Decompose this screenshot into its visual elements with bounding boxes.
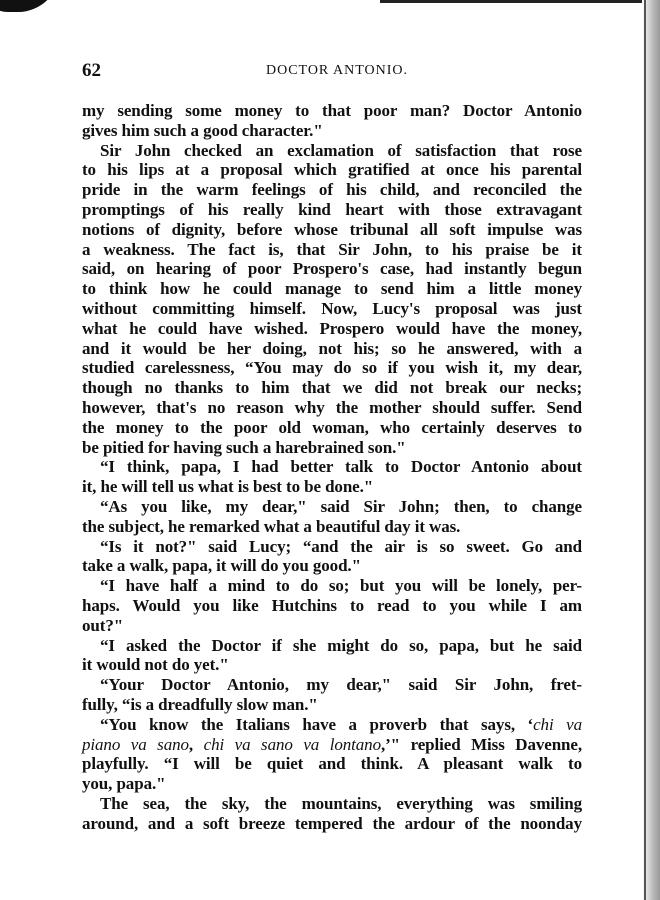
text-span: playfully. “I will be quiet and think. A pleasant walk to [82,754,582,774]
text-span: “I think, papa, I had better talk to Doctor Antonio about [100,457,582,477]
text-span: ,’" replied Miss Davenne, [380,734,582,754]
text-span: what he could have wished. Prospero would have the money, [82,318,582,338]
text-span: notions of dignity, before whose tribunal all soft impulse was [82,219,582,239]
text-span: said, on hearing of poor Prospero's case, had instantly begun [82,259,582,279]
page-header [82,60,582,84]
text-line [82,537,582,557]
text-line [82,339,582,359]
text-span: take a walk, papa, it will do you good." [82,556,361,576]
page-top-edge [380,0,660,3]
text-line [82,636,582,656]
text-line [82,596,582,616]
text-span: you, papa." [82,774,166,794]
text-line [82,754,582,774]
text-span: to think how he could manage to send him a little money [82,279,582,299]
text-line [82,616,582,636]
text-span: the money to the poor old woman, who certainly deserves to [82,417,582,437]
scan-shadow [0,0,60,12]
text-span: around, and a soft breeze tempered the ardour of the noonday [82,813,582,833]
text-span: “As you like, my dear," said Sir John; then, to change [100,496,582,516]
page-number: 62 [82,60,101,81]
text-line [82,655,582,675]
text-line [82,101,582,121]
page-body [82,101,582,833]
text-span: “Is it not?" said Lucy; “and the air is so sweet. Go and [100,536,582,556]
text-span: pride in the warm feelings of his child, and reconciled the [82,180,582,200]
text-line [82,695,582,715]
text-span: however, that's no reason why the mother should suffer. Send [82,397,582,417]
text-span: , [188,734,204,754]
text-line [82,378,582,398]
italic-text: chi va sano va lontano [203,734,381,754]
text-line [82,438,582,458]
text-span: to his lips at a proposal which gratified at once his parental [82,160,582,180]
text-span: without committing himself. Now, Lucy's proposal was just [82,298,582,318]
text-span: the subject, he remarked what a beautiful day it was. [82,516,461,536]
text-line [82,517,582,537]
page-binding-line [644,0,646,900]
text-span: “I have half a mind to do so; but you will be lonely, per- [100,576,582,596]
text-line [82,735,582,755]
text-span: “I asked the Doctor if she might do so, papa, but he said [100,635,582,655]
text-line [82,240,582,260]
italic-text: piano va sano [82,734,189,754]
text-span: “You know the Italians have a proverb that says, ‘ [100,714,534,734]
text-span: haps. Would you like Hutchins to read to you while I am [82,595,582,615]
text-line [82,319,582,339]
text-span: though no thanks to him that we did not break our necks; [82,378,582,398]
text-span: gives him such a good character." [82,120,323,140]
text-line [82,477,582,497]
text-line [82,715,582,735]
text-line [82,259,582,279]
text-span: fully, “is a dreadfully slow man." [82,694,318,714]
text-line [82,220,582,240]
text-line [82,576,582,596]
text-line [82,121,582,141]
running-title: DOCTOR ANTONIO. [265,63,409,78]
text-span: The sea, the sky, the mountains, everything was smiling [100,793,582,813]
text-line [82,497,582,517]
text-line [82,299,582,319]
text-span: promptings of his really kind heart with those extravagant [82,199,582,219]
text-span: my sending some money to that poor man? Doctor Antonio [82,101,582,120]
text-line [82,675,582,695]
text-span: Sir John checked an exclamation of satisfaction that rose [100,140,582,160]
text-line [82,160,582,180]
text-span: it, he will tell us what is best to be done." [82,477,374,497]
text-line [82,200,582,220]
text-line [82,814,582,834]
text-line [82,774,582,794]
italic-text: chi va [533,714,582,734]
text-span: “Your Doctor Antonio, my dear," said Sir John, fret- [100,675,582,695]
text-line [82,141,582,161]
text-line [82,279,582,299]
text-line [82,358,582,378]
text-line [82,180,582,200]
text-line [82,457,582,477]
text-span: be pitied for having such a harebrained son." [82,437,406,457]
text-line [82,556,582,576]
text-span: studied carelessness, “You may do so if you wish it, my dear, [82,358,582,378]
text-line [82,794,582,814]
text-span: and it would be her doing, not his; so he answered, with a [82,338,582,358]
text-line [82,398,582,418]
text-line [82,418,582,438]
text-span: a weakness. The fact is, that Sir John, to his praise be it [82,239,582,259]
text-span: out?" [82,615,124,635]
text-span: it would not do yet." [82,655,229,675]
